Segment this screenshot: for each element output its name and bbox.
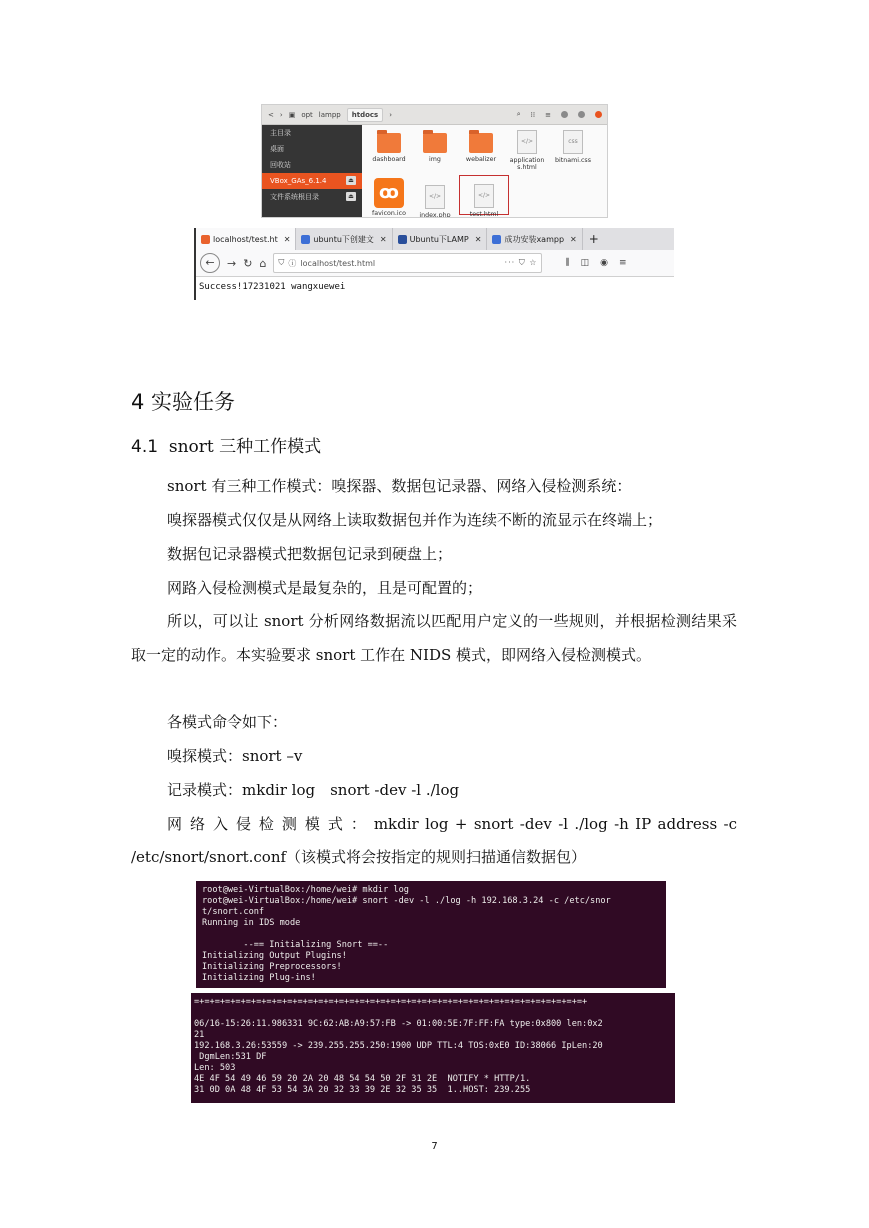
- tab-ubuntu-create[interactable]: ubuntu下创建文 ✕: [296, 228, 392, 250]
- close-tab-icon[interactable]: ✕: [474, 234, 482, 244]
- file-manager-screenshot: [261, 104, 608, 218]
- chevron-right-icon: ›: [389, 110, 393, 119]
- new-tab-button[interactable]: +: [588, 232, 599, 246]
- file-manager-sidebar: [262, 125, 362, 217]
- terminal-screenshot: [191, 993, 675, 1103]
- terminal-line: 4E 4F 54 49 46 59 20 2A 20 48 54 54 50 2F 31 2E NOTIFY * HTTP/1.: [194, 1074, 531, 1084]
- reload-button[interactable]: ↻: [243, 256, 253, 270]
- paragraph: snort 有三种工作模式：嗅探器、数据包记录器、网络入侵检测系统：: [167, 477, 632, 495]
- tab-localhost[interactable]: localhost/test.ht ✕: [196, 228, 296, 250]
- menu-icon[interactable]: ≡: [618, 258, 627, 268]
- page-number: 7: [431, 1141, 438, 1152]
- terminal-screenshot: [196, 881, 666, 988]
- subsection-title: [131, 432, 321, 457]
- home-button[interactable]: ⌂: [259, 256, 267, 270]
- breadcrumb-lampp[interactable]: lampp: [318, 110, 341, 119]
- drive-icon: ▣: [288, 110, 296, 119]
- sidebar-item-desktop[interactable]: 桌面: [270, 145, 284, 153]
- terminal-line: --== Initializing Snort ==--: [202, 940, 389, 950]
- folder-icon: [469, 133, 493, 153]
- page-content: Success!17231021 wangxuewei: [196, 277, 674, 300]
- paragraph: /etc/snort/snort.conf（该模式将会按指定的规则扫描通信数据包）: [131, 848, 587, 866]
- folder-icon: [423, 133, 447, 153]
- url-text: localhost/test.html: [300, 258, 376, 268]
- xampp-logo-icon: ꝏ: [374, 178, 404, 208]
- sidebar-item-trash[interactable]: 回收站: [270, 161, 291, 169]
- search-icon[interactable]: ⌕: [516, 110, 521, 118]
- subsection-number: 4.1: [131, 437, 159, 457]
- sidebar-item-label: VBox_GAs_6.1.4: [270, 177, 327, 185]
- browser-toolbar: [565, 258, 626, 268]
- paragraph: 记录模式：mkdir log snort -dev -l ./log: [167, 781, 460, 799]
- sidebar-item-vbox[interactable]: [262, 173, 362, 189]
- page-favicon-icon: [492, 235, 501, 244]
- paragraph: 嗅探模式：snort –v: [167, 747, 303, 765]
- paragraph: 数据包记录器模式把数据包记录到硬盘上；: [167, 545, 453, 563]
- sidebar-item-root[interactable]: [262, 189, 362, 205]
- file-manager-toolbar: [262, 105, 607, 125]
- terminal-line: DgmLen:531 DF: [194, 1052, 267, 1062]
- nav-bar: [196, 250, 674, 277]
- xampp-favicon-icon: [201, 235, 210, 244]
- file-favicon[interactable]: ꝏ favicon.ico: [365, 178, 413, 217]
- back-icon[interactable]: <: [268, 110, 274, 119]
- tab-ubuntu-lamp[interactable]: Ubuntu下LAMP ✕: [393, 228, 488, 250]
- shield-icon: ⛉: [278, 258, 285, 267]
- close-icon[interactable]: [595, 111, 602, 118]
- eject-icon[interactable]: ⏏: [346, 192, 356, 201]
- view-grid-icon[interactable]: ⁞⁞: [530, 110, 536, 119]
- sidebar-item-home[interactable]: 主目录: [270, 129, 291, 137]
- terminal-line: 192.168.3.26:53559 -> 239.255.255.250:1900 UDP TTL:4 TOS:0xE0 ID:38066 IpLen:20: [194, 1041, 603, 1051]
- menu-icon[interactable]: ≡: [545, 110, 551, 119]
- terminal-line: =+=+=+=+=+=+=+=+=+=+=+=+=+=+=+=+=+=+=+=+=+=+=+=+=+=+=+=+=+=+=+=+=+=+=+=+=+=+: [194, 997, 588, 1007]
- terminal-line: Initializing Plug-ins!: [202, 973, 316, 983]
- paragraph: 网 络 入 侵 检 测 模 式 ： mkdir log + snort -dev -l ./log -h IP address -c: [167, 815, 737, 833]
- folder-icon: [377, 133, 401, 153]
- terminal-line: Initializing Preprocessors!: [202, 962, 342, 972]
- file-applications[interactable]: </> application s.html: [503, 130, 551, 171]
- tab-xampp-install[interactable]: 成功安装xampp ✕: [487, 228, 582, 250]
- close-tab-icon[interactable]: ✕: [283, 234, 291, 244]
- html-file-icon: </>: [517, 130, 537, 154]
- page-actions-icon[interactable]: ··· ⛉ ☆: [504, 258, 538, 267]
- forward-button[interactable]: →: [227, 256, 237, 270]
- breadcrumb-htdocs[interactable]: htdocs: [347, 108, 383, 122]
- file-webalizer[interactable]: webalizer: [457, 133, 505, 163]
- sidebar-icon[interactable]: ◫: [580, 258, 590, 268]
- page-favicon-icon: [398, 235, 407, 244]
- file-img[interactable]: img: [411, 133, 459, 163]
- terminal-line: Initializing Output Plugins!: [202, 951, 347, 961]
- library-icon[interactable]: ⫼: [565, 258, 570, 268]
- terminal-line: t/snort.conf: [202, 907, 265, 917]
- tab-strip: [196, 228, 674, 250]
- file-bitnami-css[interactable]: css bitnami.css: [549, 130, 597, 164]
- maximize-icon[interactable]: [578, 111, 585, 118]
- paragraph: 网路入侵检测模式是最复杂的，且是可配置的；: [167, 579, 483, 597]
- extension-icon[interactable]: ◉: [600, 258, 608, 268]
- breadcrumb-opt[interactable]: opt: [301, 110, 313, 119]
- section-title: 4 实验任务: [131, 390, 236, 414]
- terminal-line: Running in IDS mode: [202, 918, 301, 928]
- close-tab-icon[interactable]: ✕: [570, 234, 577, 244]
- close-tab-icon[interactable]: ✕: [379, 234, 387, 244]
- terminal-line: 21: [194, 1030, 205, 1040]
- back-button[interactable]: ←: [200, 253, 220, 273]
- sidebar-item-label: 文件系统根目录: [270, 193, 319, 201]
- url-bar[interactable]: [273, 253, 542, 273]
- file-grid: [363, 125, 607, 217]
- html-file-icon: </>: [474, 184, 494, 208]
- browser-screenshot: [194, 228, 674, 300]
- eject-icon[interactable]: ⏏: [346, 176, 356, 185]
- minimize-icon[interactable]: [561, 111, 568, 118]
- info-icon: ⓘ: [288, 258, 297, 268]
- forward-icon[interactable]: ›: [279, 110, 283, 119]
- paragraph: 各模式命令如下：: [167, 713, 288, 731]
- terminal-line: 31 0D 0A 48 4F 53 54 3A 20 32 33 39 2E 32 35 35 1..HOST: 239.255: [194, 1085, 531, 1095]
- file-test-html[interactable]: </> test.html: [459, 175, 509, 215]
- css-file-icon: css: [563, 130, 583, 154]
- file-dashboard[interactable]: dashboard: [365, 133, 413, 163]
- terminal-line: root@wei-VirtualBox:/home/wei# mkdir log: [202, 885, 409, 895]
- page-favicon-icon: [301, 235, 310, 244]
- terminal-line: root@wei-VirtualBox:/home/wei# snort -dev -l ./log -h 192.168.3.24 -c /etc/snor: [202, 896, 611, 906]
- terminal-line: 06/16-15:26:11.986331 9C:62:AB:A9:57:FB -> 01:00:5E:7F:FF:FA type:0x800 len:0x2: [194, 1019, 603, 1029]
- file-index-php[interactable]: </> index.php: [411, 185, 459, 218]
- paragraph: 所以，可以让 snort 分析网络数据流以匹配用户定义的一些规则，并根据检测结果采取一定的动作。本实验要求 snort 工作在 NIDS 模式，即网络入侵检测模式。: [131, 612, 737, 664]
- terminal-line: [202, 929, 666, 940]
- paragraph: 嗅探器模式仅仅是从网络上读取数据包并作为连续不断的流显示在终端上；: [167, 511, 663, 529]
- html-file-icon: </>: [425, 185, 445, 209]
- terminal-line: [194, 1008, 675, 1019]
- terminal-line: Len: 503: [194, 1063, 236, 1073]
- subsection-text: snort 三种工作模式: [168, 437, 322, 457]
